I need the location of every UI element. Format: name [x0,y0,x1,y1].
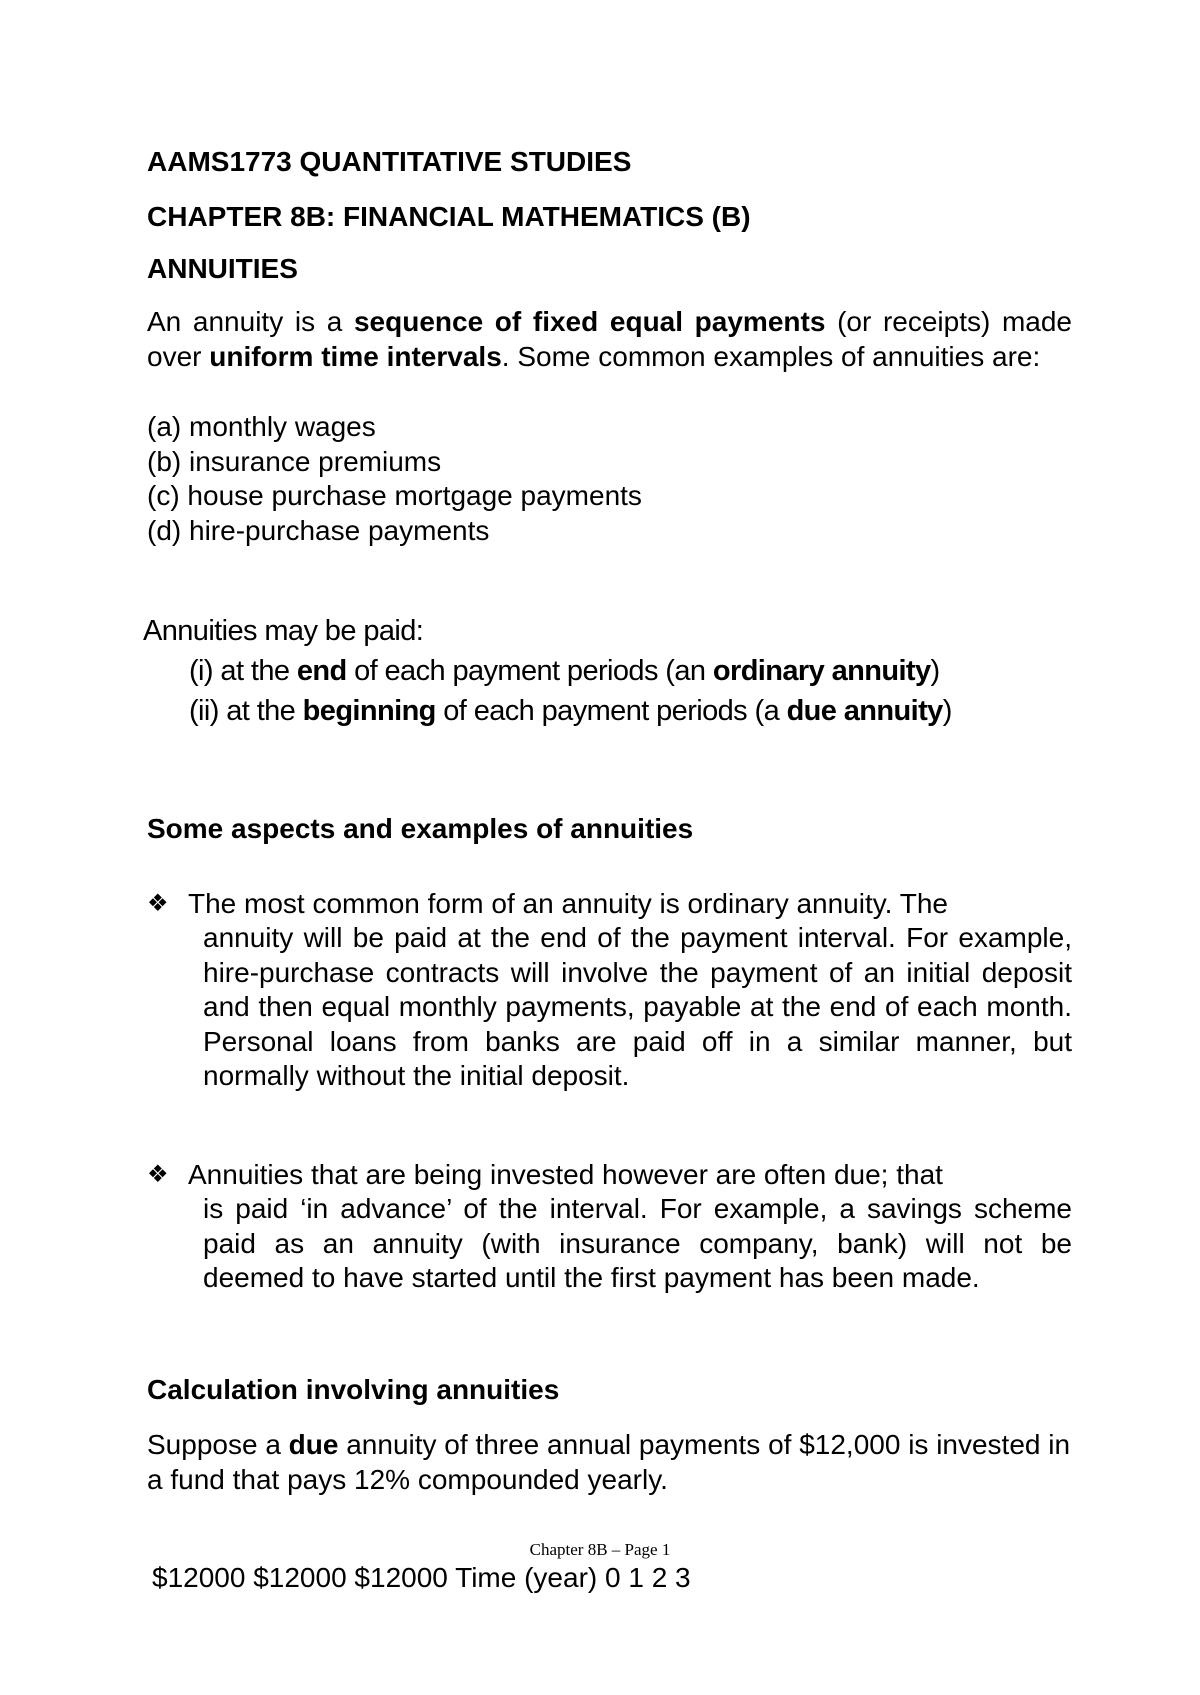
list-item: (b) insurance premiums [147,445,442,477]
intro-bold-1: sequence of fixed equal payments [353,306,826,337]
aspects-heading: Some aspects and examples of annuities [147,813,694,844]
diamond-bullet-icon: ❖ [147,890,169,917]
examples-list [147,410,1072,548]
intro-bold-2: uniform time intervals [209,340,502,372]
paid-lead: Annuities may be paid: [143,615,424,647]
bullet-2-first-line: Annuities that are being invested however are often due; that [188,1159,943,1190]
timeline-text: $12000 $12000 $12000 Time (year) 0 1 2 3 [152,1562,691,1593]
paid-option-due: (ii) at the beginning of each payment periods (a due annuity) [189,695,952,727]
bullet-2-text: is paid ‘in advance’ of the interval. For example, a savings scheme paid as an annuity (with insurance company, bank) will not be deemed to have started until the first payment has been made. [203,1193,1072,1293]
list-item: (a) monthly wages [147,411,376,442]
calc-bold-due: due [288,1429,339,1460]
intro-paragraph: An annuity is a sequence of fixed equal payments (or receipts) made over uniform time intervals. Some common examples of annuities are: [147,306,1073,372]
diamond-bullet-icon: ❖ [147,1161,169,1188]
section-title: ANNUITIES [147,253,298,284]
calc-paragraph: Suppose a due annuity of three annual payments of $12,000 is invested in a fund that pays 12% compounded yearly. [147,1429,1071,1495]
paid-option-ordinary: (i) at the end of each payment periods (an ordinary annuity) [189,655,940,687]
chapter-title: CHAPTER 8B: FINANCIAL MATHEMATICS (B) [147,201,751,232]
bullet-1-text: annuity will be paid at the end of the payment interval. For example, hire-purchase contracts will involve the payment of an initial deposit and then equal monthly payments, payable at the end of each month. Personal loans from banks are paid off in a similar manner, but normally without the initial deposit. [203,922,1072,1091]
page-footer: Chapter 8B – Page 1 [529,1540,671,1559]
calc-heading: Calculation involving annuities [147,1374,560,1405]
list-item: (c) house purchase mortgage payments [147,480,642,511]
list-item: (d) hire-purchase payments [147,514,490,546]
bullet-1-first-line: The most common form of an annuity is ordinary annuity. The [188,888,948,919]
course-title: AAMS1773 QUANTITATIVE STUDIES [147,146,632,177]
